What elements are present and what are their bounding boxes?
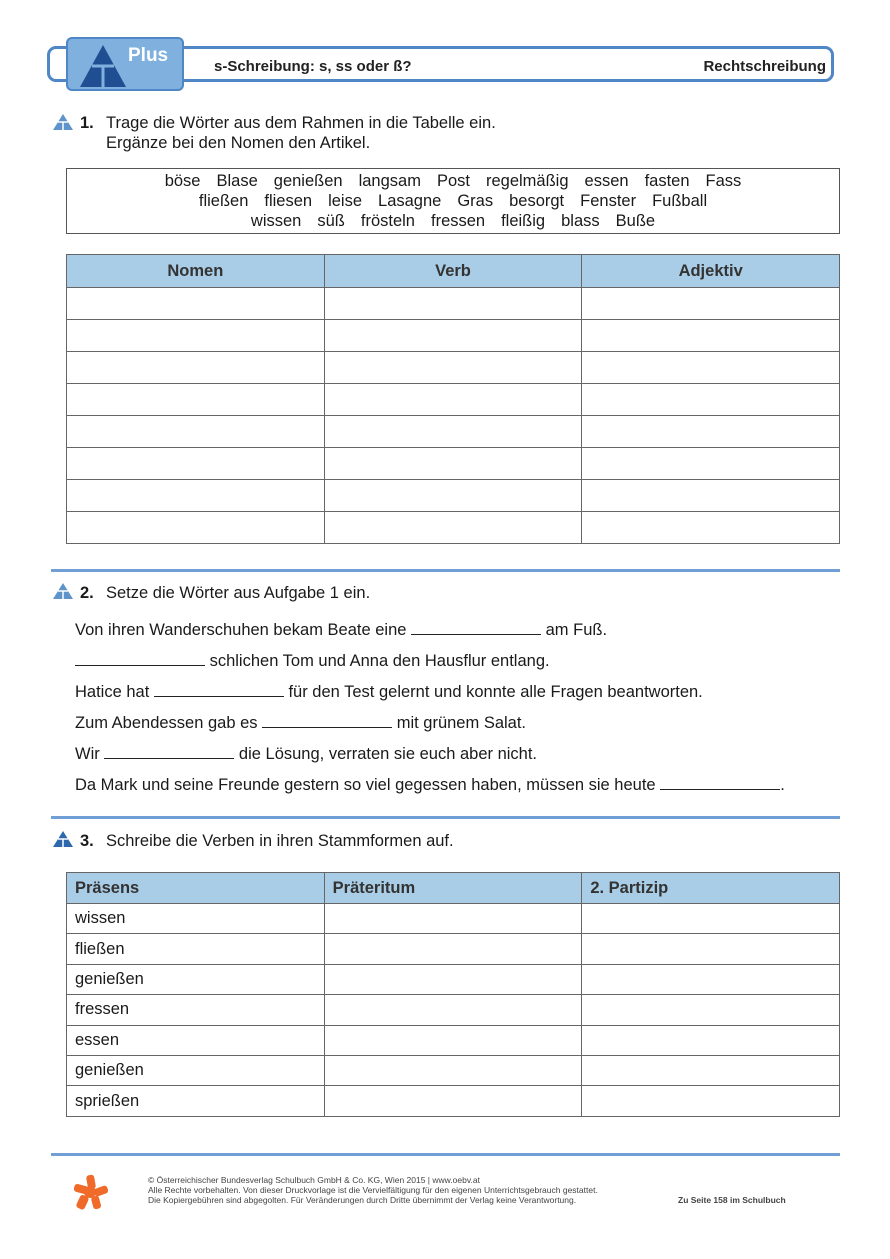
fill-blank[interactable] xyxy=(411,620,541,635)
word: wissen xyxy=(250,212,302,230)
word: besorgt xyxy=(509,192,565,210)
answer-cell[interactable] xyxy=(67,288,325,320)
word: langsam xyxy=(358,172,421,190)
answer-cell[interactable] xyxy=(324,320,582,352)
answer-cell[interactable] xyxy=(582,480,840,512)
word: Buße xyxy=(615,212,656,230)
fill-blank[interactable] xyxy=(75,651,205,666)
word-row xyxy=(67,172,839,191)
word-sort-table xyxy=(66,254,840,544)
task-number: 3. xyxy=(80,832,94,850)
answer-cell[interactable] xyxy=(582,416,840,448)
answer-cell[interactable] xyxy=(324,448,582,480)
answer-cell[interactable] xyxy=(582,320,840,352)
plus-logo xyxy=(66,37,184,91)
verb-cell: fressen xyxy=(67,995,325,1025)
task-level-icon xyxy=(52,113,74,131)
answer-cell[interactable] xyxy=(324,1055,582,1085)
answer-cell[interactable] xyxy=(324,964,582,994)
worksheet-subject: Rechtschreibung xyxy=(703,58,826,75)
answer-cell[interactable] xyxy=(67,416,325,448)
word: fressen xyxy=(430,212,486,230)
answer-cell[interactable] xyxy=(324,416,582,448)
word: Blase xyxy=(216,172,258,190)
publisher-logo-icon xyxy=(72,1173,110,1211)
section-divider xyxy=(51,569,840,572)
answer-cell[interactable] xyxy=(324,1086,582,1116)
word-row xyxy=(67,212,839,231)
answer-cell[interactable] xyxy=(582,1025,840,1055)
fill-blank[interactable] xyxy=(660,775,780,790)
column-header-nomen: Nomen xyxy=(67,255,325,288)
word: böse xyxy=(164,172,201,190)
sentence-text: Hatice hat xyxy=(75,683,154,701)
table-row xyxy=(67,964,840,994)
task-instruction: Setze die Wörter aus Aufgabe 1 ein. xyxy=(106,584,371,602)
answer-cell[interactable] xyxy=(67,480,325,512)
answer-cell[interactable] xyxy=(324,480,582,512)
word: Fass xyxy=(705,172,742,190)
copyright-line: © Österreichischer Bundesverlag Schulbuch GmbH & Co. KG, Wien 2015 | www.oebv.at xyxy=(148,1175,480,1185)
table-row xyxy=(67,416,840,448)
word: süß xyxy=(317,212,345,230)
task-instruction: Trage die Wörter aus dem Rahmen in die Tabelle ein. xyxy=(106,114,496,132)
table-row xyxy=(67,384,840,416)
verb-cell: sprießen xyxy=(67,1086,325,1116)
word: blass xyxy=(561,212,600,230)
section-divider xyxy=(51,816,840,819)
cloze-sentence xyxy=(75,744,537,764)
table-row xyxy=(67,288,840,320)
word: Fußball xyxy=(652,192,708,210)
word: leise xyxy=(328,192,363,210)
fill-blank[interactable] xyxy=(262,713,392,728)
answer-cell[interactable] xyxy=(67,512,325,544)
logo-text: Plus xyxy=(128,45,169,66)
sentence-text: die Lösung, verraten sie euch aber nicht. xyxy=(234,745,538,763)
word: frösteln xyxy=(360,212,415,230)
answer-cell[interactable] xyxy=(324,352,582,384)
task-level-icon xyxy=(52,582,74,600)
sentence-text: Zum Abendessen gab es xyxy=(75,714,263,732)
table-row xyxy=(67,320,840,352)
column-header-adjektiv: Adjektiv xyxy=(582,255,840,288)
answer-cell[interactable] xyxy=(582,934,840,964)
answer-cell[interactable] xyxy=(67,352,325,384)
table-row xyxy=(67,1055,840,1085)
verb-forms-table xyxy=(66,872,840,1117)
sentence-text: Wir xyxy=(75,745,105,763)
answer-cell[interactable] xyxy=(582,1086,840,1116)
column-header-verb: Verb xyxy=(324,255,582,288)
answer-cell[interactable] xyxy=(324,904,582,934)
copyright-line: Alle Rechte vorbehalten. Von dieser Druckvorlage ist die Vervielfältigung für den eigenen Unterrichtsgebrauch gestattet. xyxy=(148,1185,598,1195)
answer-cell[interactable] xyxy=(67,384,325,416)
sentence-text: am Fuß. xyxy=(541,621,608,639)
table-row xyxy=(67,480,840,512)
word-box xyxy=(66,168,840,234)
answer-cell[interactable] xyxy=(582,352,840,384)
sentence-text: schlichen Tom und Anna den Hausflur entlang. xyxy=(205,652,550,670)
answer-cell[interactable] xyxy=(582,288,840,320)
verb-cell: genießen xyxy=(67,1055,325,1085)
word: fleißig xyxy=(501,212,546,230)
verb-cell: essen xyxy=(67,1025,325,1055)
fill-blank[interactable] xyxy=(104,744,234,759)
table-row xyxy=(67,995,840,1025)
task-instruction: Schreibe die Verben in ihren Stammformen auf. xyxy=(106,832,454,850)
table-row xyxy=(67,448,840,480)
word: essen xyxy=(584,172,629,190)
table-row xyxy=(67,934,840,964)
cloze-sentence xyxy=(75,713,526,733)
sentence-text: mit grünem Salat. xyxy=(392,714,527,732)
answer-cell[interactable] xyxy=(324,384,582,416)
answer-cell[interactable] xyxy=(324,995,582,1025)
cloze-sentence xyxy=(75,775,785,795)
footer-divider xyxy=(51,1153,840,1156)
word-row xyxy=(67,192,839,211)
cloze-sentence xyxy=(75,682,703,702)
table-row xyxy=(67,352,840,384)
word: Fenster xyxy=(580,192,637,210)
word: fliesen xyxy=(264,192,313,210)
table-row xyxy=(67,904,840,934)
word: fasten xyxy=(644,172,690,190)
word: fließen xyxy=(198,192,249,210)
answer-cell[interactable] xyxy=(582,448,840,480)
sentence-text: Da Mark und seine Freunde gestern so viel gegessen haben, müssen sie heute xyxy=(75,776,661,794)
answer-cell[interactable] xyxy=(582,512,840,544)
fill-blank[interactable] xyxy=(154,682,284,697)
answer-cell[interactable] xyxy=(582,1055,840,1085)
answer-cell[interactable] xyxy=(582,904,840,934)
answer-cell[interactable] xyxy=(324,288,582,320)
verb-cell: genießen xyxy=(67,964,325,994)
word: Gras xyxy=(457,192,494,210)
task-number: 2. xyxy=(80,584,94,602)
cloze-sentence xyxy=(75,651,550,671)
answer-cell[interactable] xyxy=(324,1025,582,1055)
table-row xyxy=(67,1086,840,1116)
task-level-icon xyxy=(52,830,74,848)
worksheet-title: s-Schreibung: s, ss oder ß? xyxy=(214,58,412,75)
word: regelmäßig xyxy=(485,172,569,190)
column-header-praesens: Präsens xyxy=(67,873,325,904)
answer-cell[interactable] xyxy=(67,448,325,480)
word: genießen xyxy=(273,172,343,190)
answer-cell[interactable] xyxy=(324,934,582,964)
page-reference: Zu Seite 158 im Schulbuch xyxy=(678,1195,786,1205)
verb-cell: wissen xyxy=(67,904,325,934)
cloze-sentence xyxy=(75,620,607,640)
sentence-text: für den Test gelernt und konnte alle Fragen beantworten. xyxy=(283,683,703,701)
answer-cell[interactable] xyxy=(582,995,840,1025)
copyright-line: Die Kopiergebühren sind abgegolten. Für Veränderungen durch Dritte übernimmt der Verlag keine Verantwortung. xyxy=(148,1195,577,1205)
sentence-text: . xyxy=(780,776,785,794)
answer-cell[interactable] xyxy=(324,512,582,544)
answer-cell[interactable] xyxy=(582,964,840,994)
word: Post xyxy=(436,172,470,190)
table-row xyxy=(67,512,840,544)
table-row xyxy=(67,1025,840,1055)
verb-cell: fließen xyxy=(67,934,325,964)
word: Lasagne xyxy=(378,192,442,210)
column-header-partizip: 2. Partizip xyxy=(582,873,840,904)
answer-cell[interactable] xyxy=(582,384,840,416)
task-instruction: Ergänze bei den Nomen den Artikel. xyxy=(106,134,371,152)
answer-cell[interactable] xyxy=(67,320,325,352)
column-header-praeteritum: Präteritum xyxy=(324,873,582,904)
task-number: 1. xyxy=(80,114,94,132)
sentence-text: Von ihren Wanderschuhen bekam Beate eine xyxy=(75,621,412,639)
